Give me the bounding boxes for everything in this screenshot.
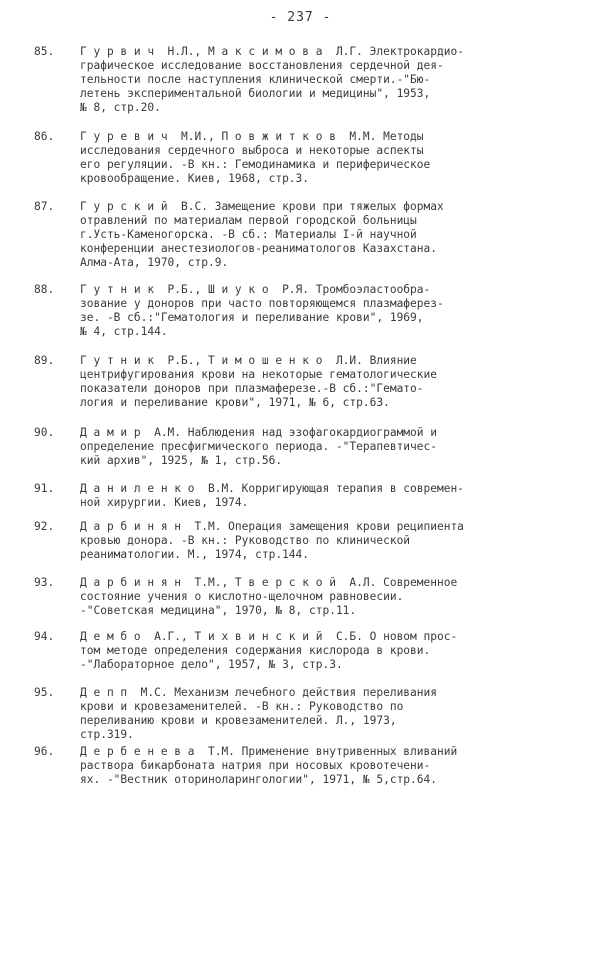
entry-text: [80, 45, 464, 115]
entry-text: [80, 520, 464, 562]
entry-line: конференции анестезиологов-реаниматологов Казахстана.: [80, 242, 437, 255]
entry-text: [80, 426, 437, 468]
entry-line: № 8, стр.20.: [80, 101, 161, 114]
entry-line: реаниматологии. М., 1974, стр.144.: [80, 548, 310, 561]
entry-text: [80, 630, 457, 672]
entry-line: тельности после наступления клинической смерти.-"Бю-: [80, 73, 431, 86]
entry-number: 93.: [34, 576, 55, 589]
entry-line: том методе определения содержания кислорода в крови.: [80, 644, 431, 657]
entry-line: кровью донора. -В кн.: Руководство по клинической: [80, 534, 411, 547]
entry-text: [80, 354, 437, 410]
entry-number: 89.: [34, 354, 55, 367]
entry-number: 92.: [34, 520, 55, 533]
entry-line: Д е р б е н е в а Т.М. Применение внутривенных вливаний: [80, 745, 458, 758]
entry-text: [80, 686, 437, 742]
entry-number: 94.: [34, 630, 55, 643]
entry-line: раствора бикарбоната натрия при носовых кровотечени-: [80, 759, 431, 772]
entry-number: 86.: [34, 130, 55, 143]
entry-line: показатели доноров при плазмаферезе.-В сб.:"Гемато-: [80, 382, 424, 395]
entry-number: 87.: [34, 200, 55, 213]
entry-line: летень экспериментальной биологии и медицины", 1953,: [80, 87, 431, 100]
entry-line: отравлений по материалам первой городской больницы: [80, 214, 417, 227]
entry-text: [80, 482, 464, 510]
entry-line: -"Советская медицина", 1970, № 8, стр.11.: [80, 604, 357, 617]
entry-text: [80, 283, 444, 339]
entry-number: 85.: [34, 45, 55, 58]
entry-line: Алма-Ата, 1970, стр.9.: [80, 256, 229, 269]
entry-line: г.Усть-Каменогорска. -В сб.: Материалы I-й научной: [80, 228, 417, 241]
entry-line: Д а р б и н я н Т.М. Операция замещения крови реципиента: [80, 520, 464, 533]
entry-line: определение пресфигмического периода. -"Терапевтичес-: [80, 440, 437, 453]
entry-number: 96.: [34, 745, 55, 758]
entry-line: Д а м и р А.М. Наблюдения над эзофагокардиограммой и: [80, 426, 437, 439]
entry-line: зе. -В сб.:"Гематология и переливание крови", 1969,: [80, 311, 424, 324]
entry-line: ной хирургии. Киев, 1974.: [80, 496, 249, 509]
entry-line: ях. -"Вестник оториноларингологии", 1971, № 5,стр.64.: [80, 773, 437, 786]
entry-line: Д е м б о А.Г., Т и х в и н с к и й С.Б. О новом прос-: [80, 630, 458, 643]
entry-line: Г у р е в и ч М.И., П о в ж и т к о в М.М. Методы: [80, 130, 424, 143]
entry-line: стр.319.: [80, 728, 134, 741]
entry-number: 95.: [34, 686, 55, 699]
entry-line: Д а н и л е н к о В.М. Корригирующая терапия в современ-: [80, 482, 464, 495]
entry-line: Г у т н и к Р.Б., Ш и у к о Р.Я. Тромбоэластообра-: [80, 283, 431, 296]
entry-line: Г у р в и ч Н.Л., М а к с и м о в а Л.Г. Электрокардио-: [80, 45, 464, 58]
page-number: - 237 -: [269, 10, 332, 25]
entry-line: № 4, стр.144.: [80, 325, 168, 338]
entry-line: кровообращение. Киев, 1968, стр.3.: [80, 172, 310, 185]
entry-line: Д е п п М.С. Механизм лечебного действия переливания: [80, 686, 437, 699]
entry-number: 90.: [34, 426, 55, 439]
entry-text: [80, 576, 457, 618]
entry-line: графическое исследование восстановления сердечной дея-: [80, 59, 444, 72]
entry-text: [80, 745, 457, 787]
entry-line: переливанию крови и кровезаменителей. Л., 1973,: [80, 714, 397, 727]
entry-line: зование у доноров при часто повторяющемся плазмаферез-: [80, 297, 444, 310]
entry-text: [80, 130, 430, 186]
entry-line: кий архив", 1925, № 1, стр.56.: [80, 454, 283, 467]
entry-line: центрифугирования крови на некоторые гематологические: [80, 368, 437, 381]
entry-number: 88.: [34, 283, 55, 296]
entry-line: логия и переливание крови", 1971, № 6, стр.63.: [80, 396, 390, 409]
entry-line: Г у р с к и й В.С. Замещение крови при тяжелых формах: [80, 200, 444, 213]
entry-line: исследования сердечного выброса и некоторые аспекты: [80, 144, 424, 157]
entry-line: крови и кровезаменителей. -В кн.: Руководство по: [80, 700, 404, 713]
entry-line: его регуляции. -В кн.: Гемодинамика и периферическое: [80, 158, 431, 171]
entry-text: [80, 200, 444, 270]
entry-line: состояние учения о кислотно-щелочном равновесии.: [80, 590, 404, 603]
entry-line: -"Лабораторное дело", 1957, № 3, стр.3.: [80, 658, 343, 671]
entry-number: 91.: [34, 482, 55, 495]
entry-line: Г у т н и к Р.Б., Т и м о ш е н к о Л.И. Влияние: [80, 354, 417, 367]
entry-line: Д а р б и н я н Т.М., Т в е р с к о й А.Л. Современное: [80, 576, 458, 589]
